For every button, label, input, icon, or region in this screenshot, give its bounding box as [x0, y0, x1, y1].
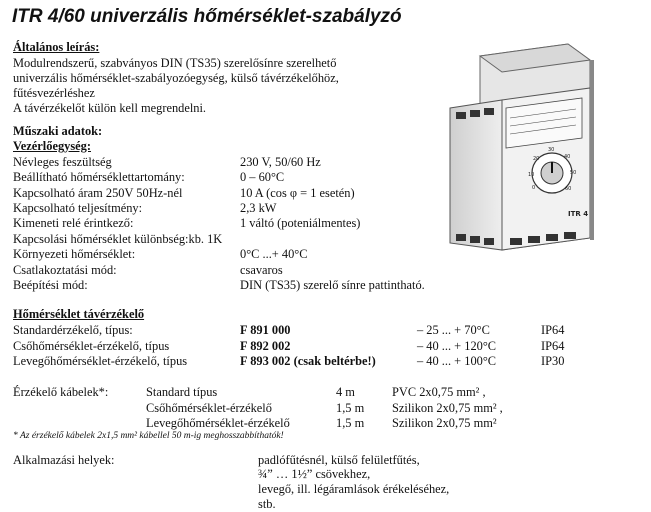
cable-type: Standard típus	[146, 385, 218, 399]
spec-value: 230 V, 50/60 Hz	[240, 155, 321, 169]
sensors-heading: Hőmérséklet távérzékelő	[13, 307, 145, 321]
svg-text:30: 30	[548, 147, 555, 153]
spec-value: 10 A (cos φ = 1 esetén)	[240, 186, 355, 200]
spec-label: Kimeneti relé érintkező:	[13, 216, 134, 230]
sensor-ip: IP64	[541, 339, 565, 353]
application-line: levegő, ill. légáramlások érékeléséhez,	[258, 482, 450, 496]
spec-value: 1 váltó (poteniálmentes)	[240, 216, 361, 230]
spec-value: csavaros	[240, 263, 283, 277]
general-line: A távérzékelőt külön kell megrendelni.	[13, 101, 207, 115]
svg-text:40: 40	[564, 154, 571, 160]
cable-length: 1,5 m	[336, 416, 365, 430]
spec-label: Csatlakoztatási mód:	[13, 263, 117, 277]
application-line: padlófűtésnél, külső felületfűtés,	[258, 453, 420, 467]
sensor-ip: IP30	[541, 354, 565, 368]
svg-text:10: 10	[528, 172, 535, 178]
cables-footnote: * Az érzékelő kábelek 2x1,5 mm² kábellel 50 m-ig meghosszabbíthatók!	[13, 431, 284, 441]
spec-value: 2,3 kW	[240, 201, 277, 215]
sensor-name: Levegőhőmérséklet-érzékelő, típus	[13, 354, 188, 368]
svg-text:ITR 4: ITR 4	[568, 210, 589, 218]
spec-label: Beépítési mód:	[13, 278, 88, 292]
sensor-code: F 893 002 (csak beltérbe!)	[240, 354, 376, 368]
svg-text:20: 20	[533, 156, 540, 162]
sensor-name: Csőhőmérséklet-érzékelő, típus	[13, 339, 170, 353]
sensor-name: Standardérzékelő, típus:	[13, 323, 133, 337]
applications-label: Alkalmazási helyek:	[13, 453, 115, 467]
page-title: ITR 4/60 univerzális hőmérséklet-szabályzó	[12, 6, 402, 27]
cable-spec: Szilikon 2x0,75 mm²	[392, 416, 497, 430]
cable-length: 4 m	[336, 385, 355, 399]
general-line: Modulrendszerű, szabványos DIN (TS35) szerelősínre szerelhető	[13, 56, 337, 70]
sensor-code: F 891 000	[240, 323, 291, 337]
spec-value: DIN (TS35) szerelő sínre pattintható.	[240, 278, 425, 292]
spec-label: Kapcsolható teljesítmény:	[13, 201, 143, 215]
sensor-range: – 25 ... + 70°C	[417, 323, 490, 337]
sensor-code: F 892 002	[240, 339, 291, 353]
tech-heading: Műszaki adatok:	[13, 124, 103, 138]
application-line: ¾” … 1½” csövekhez,	[258, 467, 371, 481]
sensor-range: – 40 ... + 120°C	[417, 339, 497, 353]
svg-text:60: 60	[565, 186, 572, 192]
spec-label: Beállítható hőmérséklettartomány:	[13, 170, 185, 184]
application-line: stb.	[258, 497, 276, 511]
general-line: fűtésvezérléshez	[13, 86, 95, 100]
spec-label: Névleges feszültség	[13, 155, 112, 169]
din-rail-thermostat-photo	[440, 38, 630, 253]
svg-text:50: 50	[570, 170, 577, 176]
spec-value: 0°C ...+ 40°C	[240, 247, 308, 261]
cable-spec: Szilikon 2x0,75 mm² ,	[392, 401, 503, 415]
tech-subheading: Vezérlőegység:	[13, 139, 91, 153]
general-heading: Általános leírás:	[13, 40, 100, 54]
spec-label: Kapcsolási hőmérséklet különbség:kb. 1K	[13, 232, 223, 246]
cables-label: Érzékelő kábelek*:	[13, 385, 109, 399]
spec-value: 0 – 60°C	[240, 170, 285, 184]
sensor-ip: IP64	[541, 323, 565, 337]
cable-spec: PVC 2x0,75 mm² ,	[392, 385, 486, 399]
svg-text:0: 0	[532, 185, 536, 191]
spec-label: Kapcsolható áram 250V 50Hz-nél	[13, 186, 183, 200]
cable-type: Levegőhőmérséklet-érzékelő	[146, 416, 290, 430]
sensor-range: – 40 ... + 100°C	[417, 354, 497, 368]
general-line: univerzális hőmérséklet-szabályozóegység, külső távérzékelőhöz,	[13, 71, 339, 85]
cable-length: 1,5 m	[336, 401, 365, 415]
cable-type: Csőhőmérséklet-érzékelő	[146, 401, 272, 415]
spec-label: Környezeti hőmérséklet:	[13, 247, 136, 261]
